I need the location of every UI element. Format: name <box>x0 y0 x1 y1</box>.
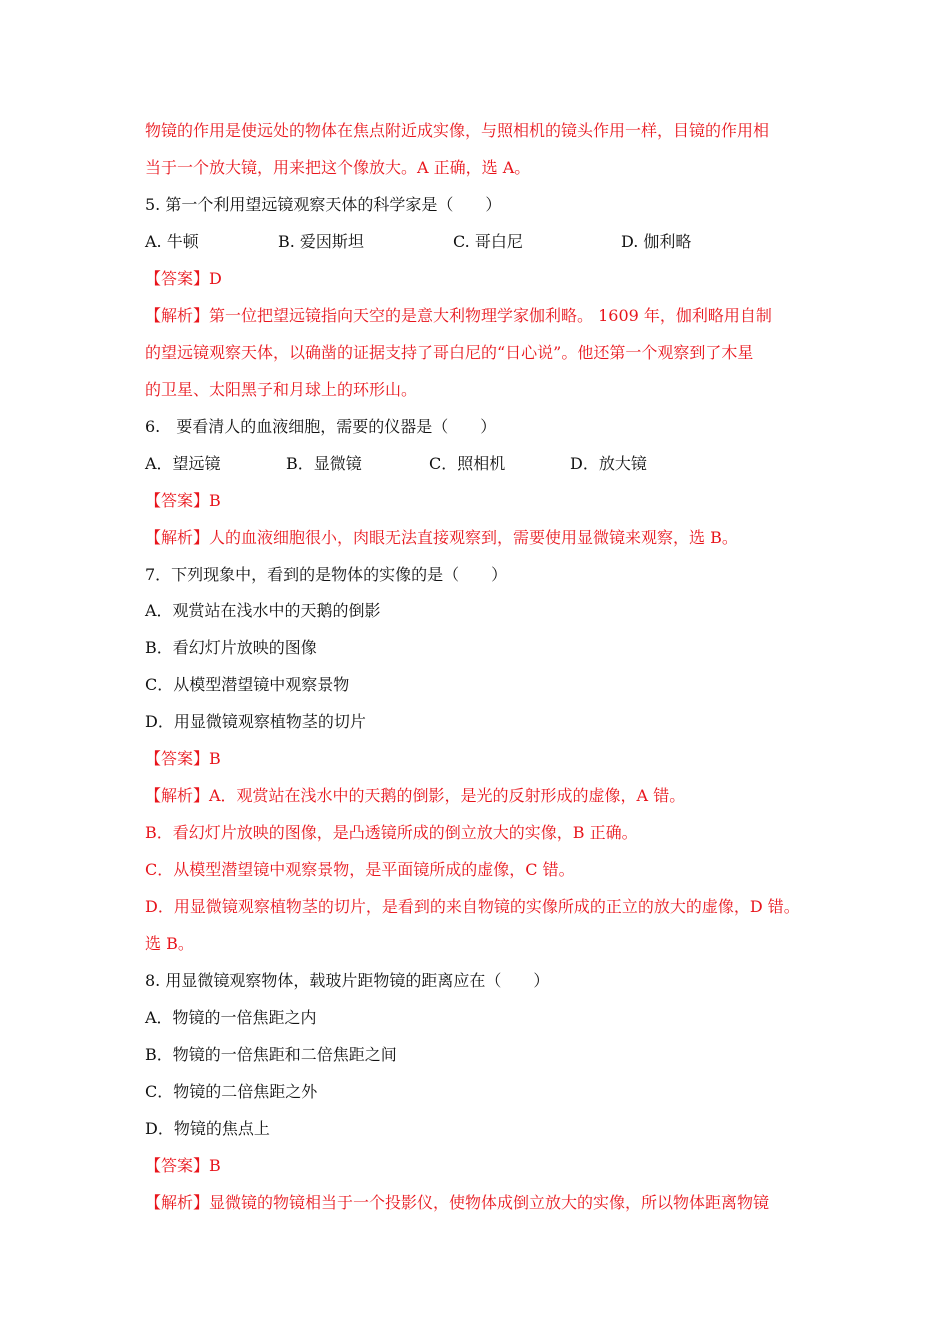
q7-explanation: 【解析】A．观赏站在浅水中的天鹅的倒影，是光的反射形成的虚像，A 错。 <box>145 786 686 805</box>
question-5: 5. 第一个利用望远镜观察天体的科学家是（ ） <box>145 195 502 214</box>
q6-option-b: B．显微镜 <box>286 454 362 473</box>
q7-explanation: D．用显微镜观察植物茎的切片，是看到的来自物镜的实像所成的正立的放大的虚像，D 错。 <box>145 897 800 916</box>
q7-explanation: B．看幻灯片放映的图像，是凸透镜所成的倒立放大的实像，B 正确。 <box>145 823 638 842</box>
q5-option-a: A. 牛顿 <box>145 232 199 251</box>
q7-explanation: 选 B。 <box>145 934 194 953</box>
q6-explanation: 【解析】人的血液细胞很小，肉眼无法直接观察到，需要使用显微镜来观察，选 B。 <box>145 528 738 547</box>
q8-explanation: 【解析】显微镜的物镜相当于一个投影仪，使物体成倒立放大的实像，所以物体距离物镜 <box>145 1193 770 1212</box>
q7-option-a: A．观赏站在浅水中的天鹅的倒影 <box>145 601 381 620</box>
q7-option-d: D．用显微镜观察植物茎的切片 <box>145 712 366 731</box>
q6-option-a: A．望远镜 <box>145 454 221 473</box>
question-8: 8. 用显微镜观察物体，载玻片距物镜的距离应在（ ） <box>145 971 550 990</box>
q6-answer: 【答案】B <box>145 491 221 510</box>
q5-explanation: 的卫星、太阳黑子和月球上的环形山。 <box>145 380 418 399</box>
question-7: 7．下列现象中，看到的是物体的实像的是（ ） <box>145 565 508 584</box>
q8-option-b: B．物镜的一倍焦距和二倍焦距之间 <box>145 1045 397 1064</box>
q8-option-c: C．物镜的二倍焦距之外 <box>145 1082 318 1101</box>
q7-option-b: B．看幻灯片放映的图像 <box>145 638 317 657</box>
q5-answer: 【答案】D <box>145 269 222 288</box>
q5-option-d: D. 伽利略 <box>621 232 692 251</box>
q6-option-c: C．照相机 <box>429 454 506 473</box>
q5-explanation: 【解析】第一位把望远镜指向天空的是意大利物理学家伽利略。 1609 年，伽利略用自制 <box>145 306 772 325</box>
q7-answer: 【答案】B <box>145 749 221 768</box>
q6-option-d: D．放大镜 <box>570 454 647 473</box>
explanation-line: 物镜的作用是使远处的物体在焦点附近成实像，与照相机的镜头作用一样，目镜的作用相 <box>145 121 770 140</box>
explanation-line: 当于一个放大镜，用来把这个像放大。A 正确，选 A。 <box>145 158 531 177</box>
q8-answer: 【答案】B <box>145 1156 221 1175</box>
q5-option-c: C. 哥白尼 <box>453 232 523 251</box>
q5-option-b: B. 爱因斯坦 <box>278 232 364 251</box>
q7-explanation: C．从模型潜望镜中观察景物，是平面镜所成的虚像，C 错。 <box>145 860 575 879</box>
question-6: 6. 要看清人的血液细胞，需要的仪器是（ ） <box>145 417 497 436</box>
q5-explanation: 的望远镜观察天体，以确凿的证据支持了哥白尼的“日心说”。他还第一个观察到了木星 <box>145 343 754 362</box>
q7-option-c: C．从模型潜望镜中观察景物 <box>145 675 350 694</box>
q8-option-a: A．物镜的一倍焦距之内 <box>145 1008 317 1027</box>
q8-option-d: D．物镜的焦点上 <box>145 1119 270 1138</box>
